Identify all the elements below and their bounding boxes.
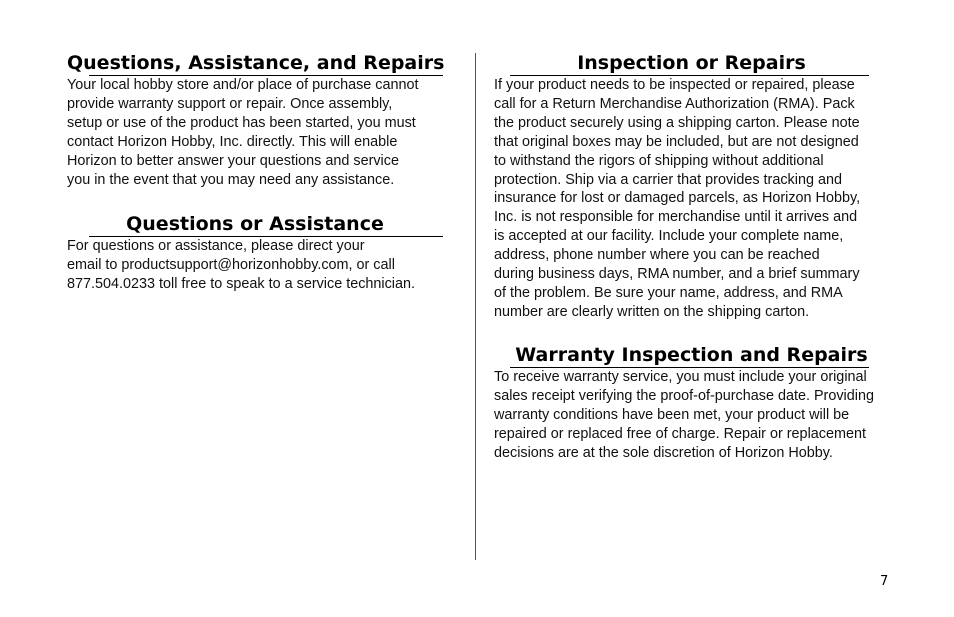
body-line: Your local hobby store and/or place of purchase cannot — [67, 77, 419, 93]
body-line: Horizon to better answer your questions and service — [67, 152, 399, 169]
body-line: For questions or assistance, please direct your — [67, 238, 365, 254]
body-line: to withstand the rigors of shipping without additional — [494, 152, 824, 169]
body-line: 877.504.0233 toll free to speak to a service technician. — [67, 275, 415, 292]
body-line: call for a Return Merchandise Authorization (RMA). Pack — [494, 95, 855, 112]
section-body — [67, 237, 443, 294]
section-body — [494, 76, 889, 322]
section-body — [67, 76, 443, 189]
section-heading: Warranty Inspection and Repairs — [515, 344, 868, 366]
body-line: address, phone number where you can be reached — [494, 247, 820, 264]
body-line: provide warranty support or repair. Once assembly, — [67, 95, 393, 112]
section-questions-assistance — [67, 213, 443, 294]
body-line: during business days, RMA number, and a brief summary — [494, 266, 860, 283]
section-questions-assistance-repairs — [67, 52, 443, 189]
page-number: 7 — [880, 574, 889, 589]
section-heading: Questions or Assistance — [126, 213, 384, 235]
body-line: that original boxes may be included, but are not designed — [494, 133, 859, 150]
body-line: is accepted at our facility. Include your complete name, — [494, 228, 844, 245]
section-warranty-inspection-repairs — [494, 344, 889, 463]
body-line: number are clearly written on the shipping carton. — [494, 303, 810, 320]
section-heading: Questions, Assistance, and Repairs — [67, 52, 445, 74]
body-line: If your product needs to be inspected or repaired, please — [494, 77, 855, 93]
body-line: warranty conditions have been met, your product will be — [494, 406, 850, 423]
body-line: contact Horizon Hobby, Inc. directly. This will enable — [67, 133, 398, 150]
body-line: sales receipt verifying the proof-of-purchase date. Providing — [494, 387, 874, 404]
body-line: protection. Ship via a carrier that provides tracking and — [494, 171, 842, 188]
body-line: insurance for lost or damaged parcels, as Horizon Hobby, — [494, 190, 861, 207]
body-line: of the problem. Be sure your name, address, and RMA — [494, 284, 843, 301]
column-divider — [475, 53, 476, 560]
body-line: setup or use of the product has been started, you must — [67, 114, 416, 131]
body-line: email to productsupport@horizonhobby.com, or call — [67, 256, 395, 273]
section-heading: Inspection or Repairs — [577, 52, 806, 74]
section-inspection-repairs — [494, 52, 889, 322]
body-line: To receive warranty service, you must include your original — [494, 369, 867, 385]
section-body — [494, 368, 889, 463]
body-line: repaired or replaced free of charge. Repair or replacement — [494, 425, 866, 442]
body-line: decisions are at the sole discretion of Horizon Hobby. — [494, 444, 833, 461]
body-line: Inc. is not responsible for merchandise until it arrives and — [494, 209, 858, 226]
body-line: the product securely using a shipping carton. Please note — [494, 114, 860, 131]
body-line: you in the event that you may need any assistance. — [67, 171, 395, 188]
